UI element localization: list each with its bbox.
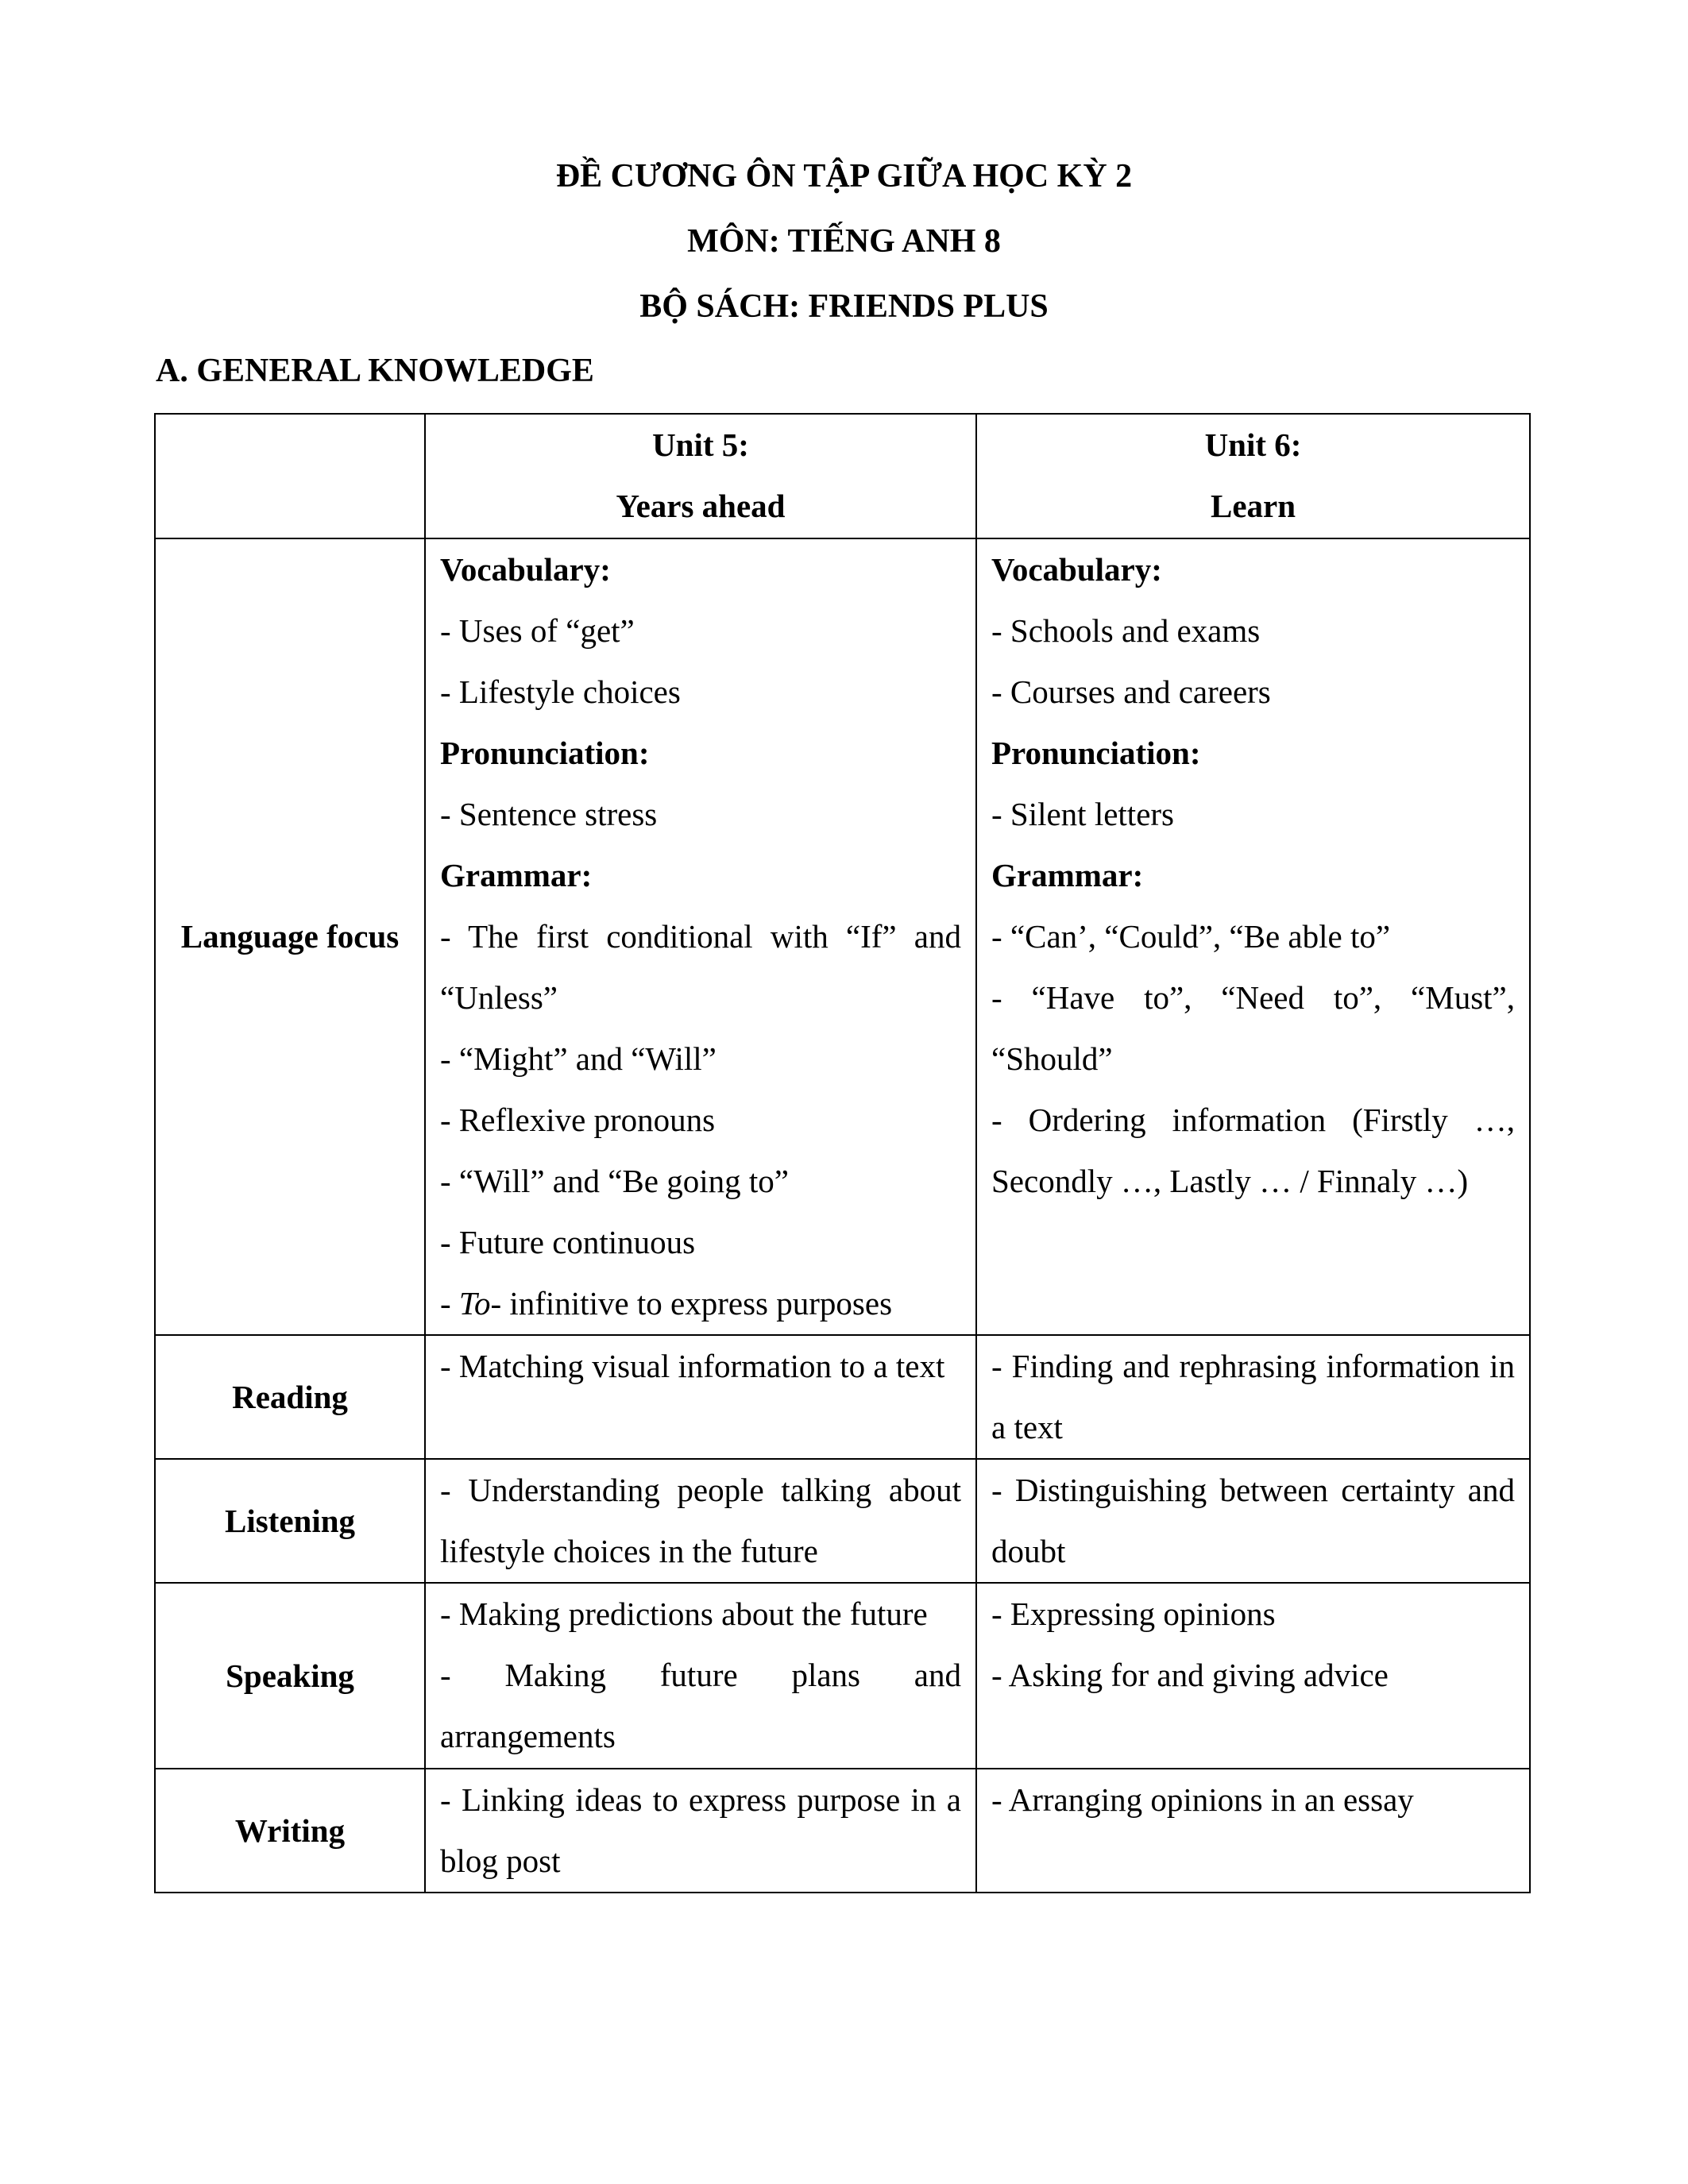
unit6-cell (976, 1769, 1530, 1893)
category-heading: Grammar: (440, 857, 593, 893)
table-row (155, 538, 1530, 1335)
list-item: - Uses of “get” (440, 612, 635, 649)
row-label: Language focus (155, 538, 425, 1335)
italic-term: To (458, 1285, 491, 1322)
category-heading: Vocabulary: (440, 551, 611, 588)
list-item: - Ordering information (Firstly …, Secondly …, Lastly … / Finnaly …) (991, 1102, 1515, 1199)
list-item (440, 1273, 961, 1334)
unit-number: Unit 5: (652, 426, 749, 463)
table-row (155, 1335, 1530, 1459)
list-item: - Reflexive pronouns (440, 1102, 716, 1138)
category-heading: Grammar: (991, 857, 1144, 893)
list-item: - Distinguishing between certainty and doubt (991, 1472, 1515, 1569)
unit6-cell (976, 538, 1530, 1335)
subject-heading: MÔN: TIẾNG ANH 8 (687, 223, 1001, 260)
unit5-cell (425, 1335, 976, 1459)
unit5-cell (425, 538, 976, 1335)
list-item: - Sentence stress (440, 796, 658, 832)
list-item: - “Will” and “Be going to” (440, 1163, 789, 1199)
list-item: - Matching visual information to a text (440, 1348, 945, 1384)
table-row (155, 1769, 1530, 1893)
list-item: - Asking for and giving advice (991, 1657, 1389, 1693)
unit5-header (425, 414, 976, 538)
list-item: - Making predictions about the future (440, 1596, 928, 1632)
row-label: Listening (155, 1459, 425, 1583)
list-item: - Future continuous (440, 1224, 696, 1260)
item-prefix: - (440, 1285, 459, 1322)
list-item: - “Can’, “Could”, “Be able to” (991, 918, 1391, 955)
unit5-cell (425, 1769, 976, 1893)
unit6-header (976, 414, 1530, 538)
unit5-cell (425, 1583, 976, 1769)
unit6-cell (976, 1459, 1530, 1583)
category-heading: Pronunciation: (440, 735, 650, 771)
row-label: Speaking (155, 1583, 425, 1769)
unit5-cell (425, 1459, 976, 1583)
list-item: - Making future plans and arrangements (440, 1657, 961, 1754)
document-title: ĐỀ CƯƠNG ÔN TẬP GIỮA HỌC KỲ 2 (555, 158, 1133, 195)
list-item: - Courses and careers (991, 673, 1271, 710)
book-heading: BỘ SÁCH: FRIENDS PLUS (639, 288, 1049, 325)
row-label: Reading (155, 1335, 425, 1459)
table-row (155, 1459, 1530, 1583)
list-item: - Expressing opinions (991, 1596, 1276, 1632)
item-text: - infinitive to express purposes (490, 1285, 893, 1322)
unit6-cell (976, 1583, 1530, 1769)
list-item: - Finding and rephrasing information in a text (991, 1348, 1515, 1445)
unit-number: Unit 6: (1204, 426, 1302, 463)
list-item: - The first conditional with “If” and “Unless” (440, 918, 961, 1016)
category-heading: Vocabulary: (991, 551, 1162, 588)
list-item: - Schools and exams (991, 612, 1261, 649)
list-item: - “Might” and “Will” (440, 1040, 717, 1077)
list-item: - Silent letters (991, 796, 1175, 832)
list-item: - Lifestyle choices (440, 673, 681, 710)
table-row (155, 1583, 1530, 1769)
unit6-cell (976, 1335, 1530, 1459)
empty-header-cell (155, 414, 425, 538)
knowledge-table (154, 413, 1531, 1893)
unit-name: Years ahead (616, 488, 786, 524)
list-item: - Arranging opinions in an essay (991, 1781, 1414, 1818)
row-label: Writing (155, 1769, 425, 1893)
list-item: - Understanding people talking about lifestyle choices in the future (440, 1472, 961, 1569)
list-item: - “Have to”, “Need to”, “Must”, “Should” (991, 979, 1515, 1077)
unit-name: Learn (1210, 488, 1296, 524)
category-heading: Pronunciation: (991, 735, 1201, 771)
list-item: - Linking ideas to express purpose in a blog post (440, 1781, 961, 1879)
section-heading: A. GENERAL KNOWLEDGE (156, 353, 594, 389)
table-header-row (155, 414, 1530, 538)
